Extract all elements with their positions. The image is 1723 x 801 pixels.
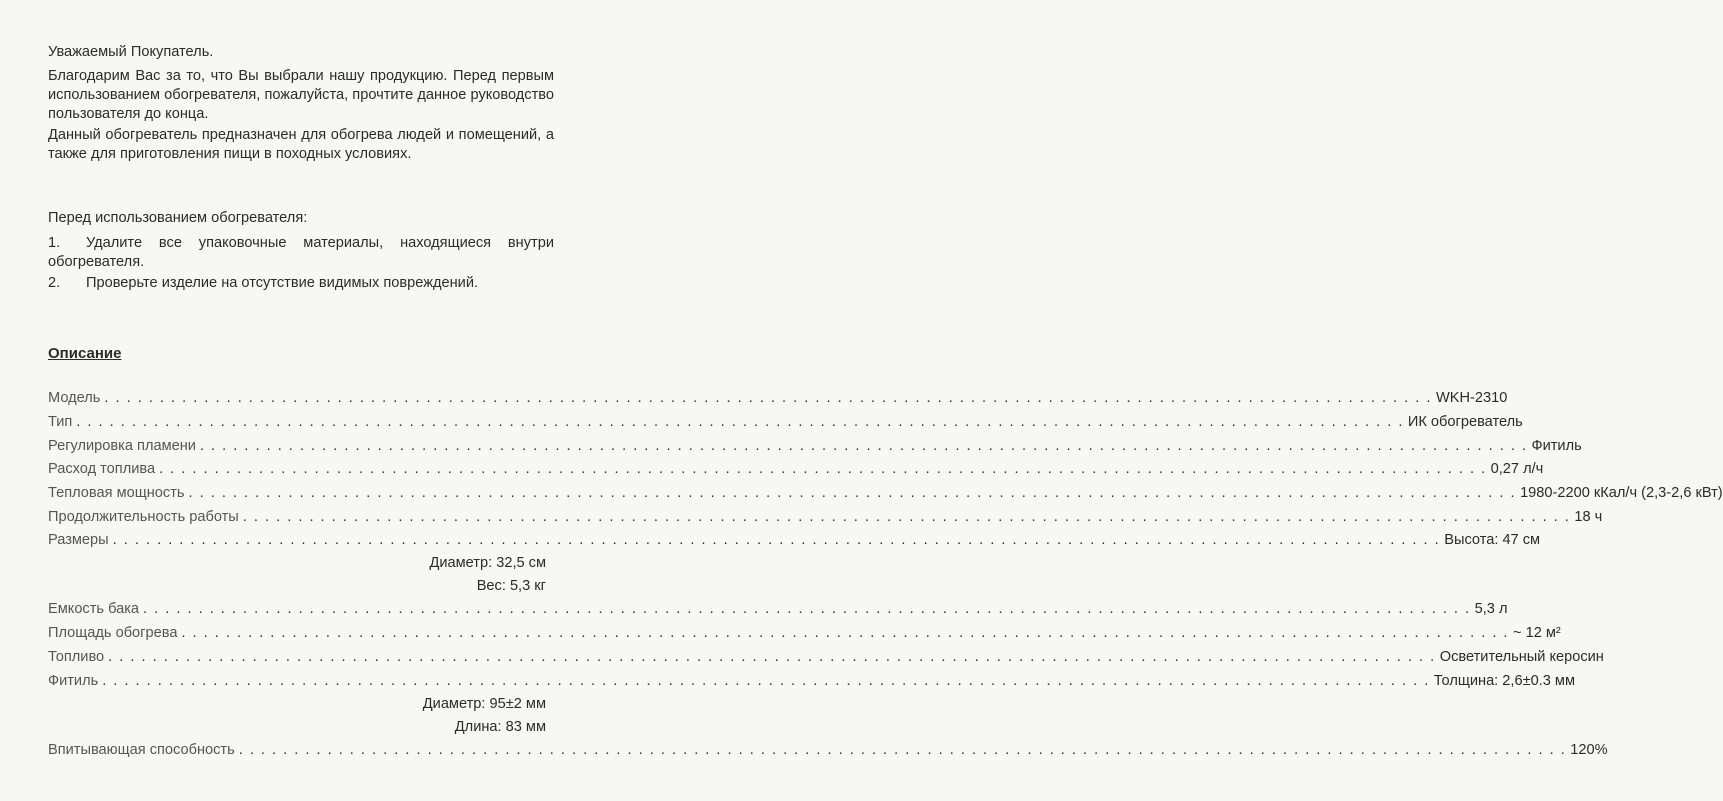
dot-leader: . . . . . . . . . . . . . . . . . . . . . . . . . . . . . . . . . . . . . . . . . . . . . . . . . . . . . . . . . . . . . . . . . . . . . . . . . . . . . . . . . . . . . . . . . . . . . . . . . . . . . . . . . . . . . . . . . . . . . . . . [143, 601, 1471, 617]
spec-label: Регулировка пламени [48, 438, 196, 454]
spec-row [48, 412, 1523, 432]
spec-value: Фитиль [1531, 438, 1582, 454]
dot-leader: . . . . . . . . . . . . . . . . . . . . . . . . . . . . . . . . . . . . . . . . . . . . . . . . . . . . . . . . . . . . . . . . . . . . . . . . . . . . . . . . . . . . . . . . . . . . . . . . . . . . . . . . . . . . . . . . . . . . . . . . [238, 742, 1567, 758]
spec-label: Продолжительность работы [48, 509, 239, 525]
spec-label: Топливо [48, 649, 105, 665]
prep-item-number: 1. [48, 235, 61, 251]
spec-row [48, 647, 1604, 667]
spec-label: Модель [48, 390, 101, 406]
spec-row [48, 459, 1544, 479]
thanks-paragraph: Благодарим Вас за то, что Вы выбрали нашу продукцию. Перед первым использованием обогревателя, пожалуйста, прочтите данное руководство пользователя до конца. [48, 68, 554, 122]
spec-row [48, 694, 546, 714]
spec-value: 120% [1570, 742, 1608, 758]
prep-item-number: 2. [48, 275, 61, 291]
dot-leader: . . . . . . . . . . . . . . . . . . . . . . . . . . . . . . . . . . . . . . . . . . . . . . . . . . . . . . . . . . . . . . . . . . . . . . . . . . . . . . . . . . . . . . . . . . . . . . . . . . . . . . . . . . . . . . . . . . . . . . . . [181, 625, 1509, 641]
spec-row [48, 530, 1541, 550]
dot-leader: . . . . . . . . . . . . . . . . . . . . . . . . . . . . . . . . . . . . . . . . . . . . . . . . . . . . . . . . . . . . . . . . . . . . . . . . . . . . . . . . . . . . . . . . . . . . . . . . . . . . . . . . . . . . . . . . . . . . . . . . [199, 438, 1528, 454]
spec-row [48, 671, 1575, 691]
spec-value: Вес: 5,3 кг [476, 578, 546, 594]
spec-row [48, 576, 546, 596]
spec-row [48, 436, 1582, 456]
spec-row [48, 740, 1608, 760]
spec-row [48, 507, 1603, 527]
spec-value: Высота: 47 см [1444, 532, 1541, 548]
spec-row [48, 388, 1508, 408]
dot-leader: . . . . . . . . . . . . . . . . . . . . . . . . . . . . . . . . . . . . . . . . . . . . . . . . . . . . . . . . . . . . . . . . . . . . . . . . . . . . . . . . . . . . . . . . . . . . . . . . . . . . . . . . . . . . . . . . . . . . . . . . [108, 649, 1436, 665]
spec-value: 1980-2200 кКал/ч (2,3-2,6 кВт) [1520, 485, 1723, 501]
dot-leader: . . . . . . . . . . . . . . . . . . . . . . . . . . . . . . . . . . . . . . . . . . . . . . . . . . . . . . . . . . . . . . . . . . . . . . . . . . . . . . . . . . . . . . . . . . . . . . . . . . . . . . . . . . . . . . . . . . . . . . . . [104, 390, 1432, 406]
spec-value: ИК обогреватель [1407, 414, 1523, 430]
spec-label: Тип [48, 414, 73, 430]
spec-row [48, 599, 1508, 619]
prep-item-text: Удалите все упаковочные материалы, находящиеся внутри обогревателя. [48, 235, 554, 270]
dot-leader: . . . . . . . . . . . . . . . . . . . . . . . . . . . . . . . . . . . . . . . . . . . . . . . . . . . . . . . . . . . . . . . . . . . . . . . . . . . . . . . . . . . . . . . . . . . . . . . . . . . . . . . . . . . . . . . . . . . . . . . . [188, 485, 1517, 501]
spec-label: Фитиль [48, 673, 99, 689]
spec-value: Длина: 83 мм [454, 719, 546, 735]
spec-label: Тепловая мощность [48, 485, 185, 501]
section-heading: Описание [48, 345, 122, 362]
spec-value: Диаметр: 32,5 см [429, 555, 546, 571]
spec-value: WKH-2310 [1435, 390, 1508, 406]
spec-row [48, 483, 1723, 503]
spec-label: Расход топлива [48, 461, 156, 477]
spec-row [48, 623, 1561, 643]
spec-label: Размеры [48, 532, 109, 548]
purpose-paragraph: Данный обогреватель предназначен для обогрева людей и помещений, а также для приготовления пищи в походных условиях. [48, 127, 554, 162]
prep-title: Перед использованием обогревателя: [48, 210, 308, 226]
spec-value: Осветительный керосин [1439, 649, 1604, 665]
dot-leader: . . . . . . . . . . . . . . . . . . . . . . . . . . . . . . . . . . . . . . . . . . . . . . . . . . . . . . . . . . . . . . . . . . . . . . . . . . . . . . . . . . . . . . . . . . . . . . . . . . . . . . . . . . . . . . . . . . . . . . . . [159, 461, 1487, 477]
dot-leader: . . . . . . . . . . . . . . . . . . . . . . . . . . . . . . . . . . . . . . . . . . . . . . . . . . . . . . . . . . . . . . . . . . . . . . . . . . . . . . . . . . . . . . . . . . . . . . . . . . . . . . . . . . . . . . . . . . . . . . . . [112, 532, 1441, 548]
spec-value: ~ 12 м² [1513, 625, 1561, 641]
spec-label: Площадь обогрева [48, 625, 178, 641]
dot-leader: . . . . . . . . . . . . . . . . . . . . . . . . . . . . . . . . . . . . . . . . . . . . . . . . . . . . . . . . . . . . . . . . . . . . . . . . . . . . . . . . . . . . . . . . . . . . . . . . . . . . . . . . . . . . . . . . . . . . . . . . [242, 509, 1571, 525]
spec-label: Впитывающая способность [48, 742, 235, 758]
spec-row [48, 553, 546, 573]
spec-value: 5,3 л [1474, 601, 1508, 617]
spec-value: 0,27 л/ч [1490, 461, 1544, 477]
greeting: Уважаемый Покупатель. [48, 44, 214, 60]
spec-value: 18 ч [1574, 509, 1603, 525]
dot-leader: . . . . . . . . . . . . . . . . . . . . . . . . . . . . . . . . . . . . . . . . . . . . . . . . . . . . . . . . . . . . . . . . . . . . . . . . . . . . . . . . . . . . . . . . . . . . . . . . . . . . . . . . . . . . . . . . . . . . . . . . [102, 673, 1430, 689]
spec-row [48, 717, 546, 737]
dot-leader: . . . . . . . . . . . . . . . . . . . . . . . . . . . . . . . . . . . . . . . . . . . . . . . . . . . . . . . . . . . . . . . . . . . . . . . . . . . . . . . . . . . . . . . . . . . . . . . . . . . . . . . . . . . . . . . . . . . . . . . . [76, 414, 1404, 430]
spec-value: Толщина: 2,6±0.3 мм [1433, 673, 1575, 689]
prep-item-text: Проверьте изделие на отсутствие видимых повреждений. [86, 275, 479, 291]
spec-value: Диаметр: 95±2 мм [422, 696, 546, 712]
spec-label: Емкость бака [48, 601, 140, 617]
